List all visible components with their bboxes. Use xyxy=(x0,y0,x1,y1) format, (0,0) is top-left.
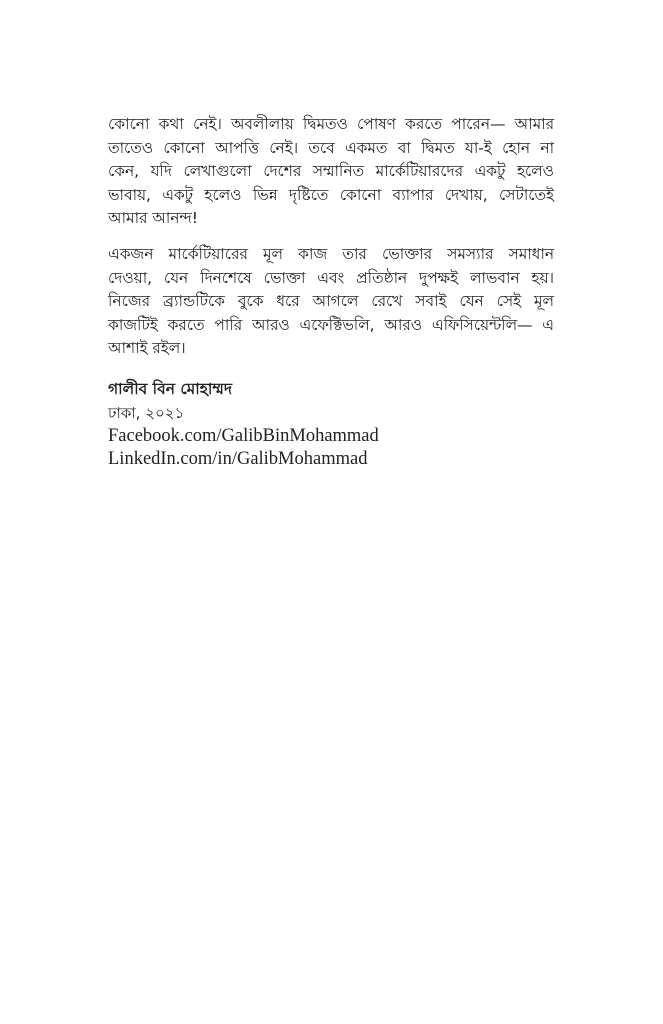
text-line: তাতেও কোনো আপত্তি নেই। তবে একমত বা দ্বিমত যা-ই হোন না xyxy=(108,138,554,157)
text-line: একজন মার্কেটিয়ারের মূল কাজ তার ভোক্তার সমস্যার সমাধান xyxy=(108,244,554,263)
text-line: নিজের ব্র্যান্ডটিকে বুকে ধরে আগলে রেখে সবাই যেন সেই মূল xyxy=(108,292,554,311)
text-line: কাজটিই করতে পারি আরও এফেক্টিভলি, আরও এফিসিয়েন্টলি— এ xyxy=(108,315,554,334)
linkedin-link: LinkedIn.com/in/GalibMohammad xyxy=(108,449,368,470)
text-line: ভাবায়, একটু হলেও ভিন্ন দৃষ্টিতে কোনো ব্যাপার দেখায়, সেটাতেই xyxy=(108,185,554,204)
text-line: দেওয়া, যেন দিনশেষে ভোক্তা এবং প্রতিষ্ঠান দুপক্ষই লাভবান হয়। xyxy=(108,268,554,287)
signature-block xyxy=(108,377,554,472)
place-year: ঢাকা, ২০২১ xyxy=(108,403,185,422)
text-line: কোনো কথা নেই। অবলীলায় দ্বিমতও পোষণ করতে পারেন— আমার xyxy=(108,115,554,133)
text-line: কেন, যদি লেখাগুলো দেশের সম্মানিত মার্কেটিয়ারদের একটু হলেও xyxy=(108,162,554,181)
paragraph-2 xyxy=(108,243,554,361)
document-page xyxy=(108,113,554,472)
facebook-link: Facebook.com/GalibBinMohammad xyxy=(108,425,379,446)
text-line: আশাই রইল। xyxy=(108,339,186,358)
text-line: আমার আনন্দ! xyxy=(108,209,198,228)
paragraph-1 xyxy=(108,113,554,231)
author-name: গালীব বিন মোহাম্মদ xyxy=(108,379,233,398)
